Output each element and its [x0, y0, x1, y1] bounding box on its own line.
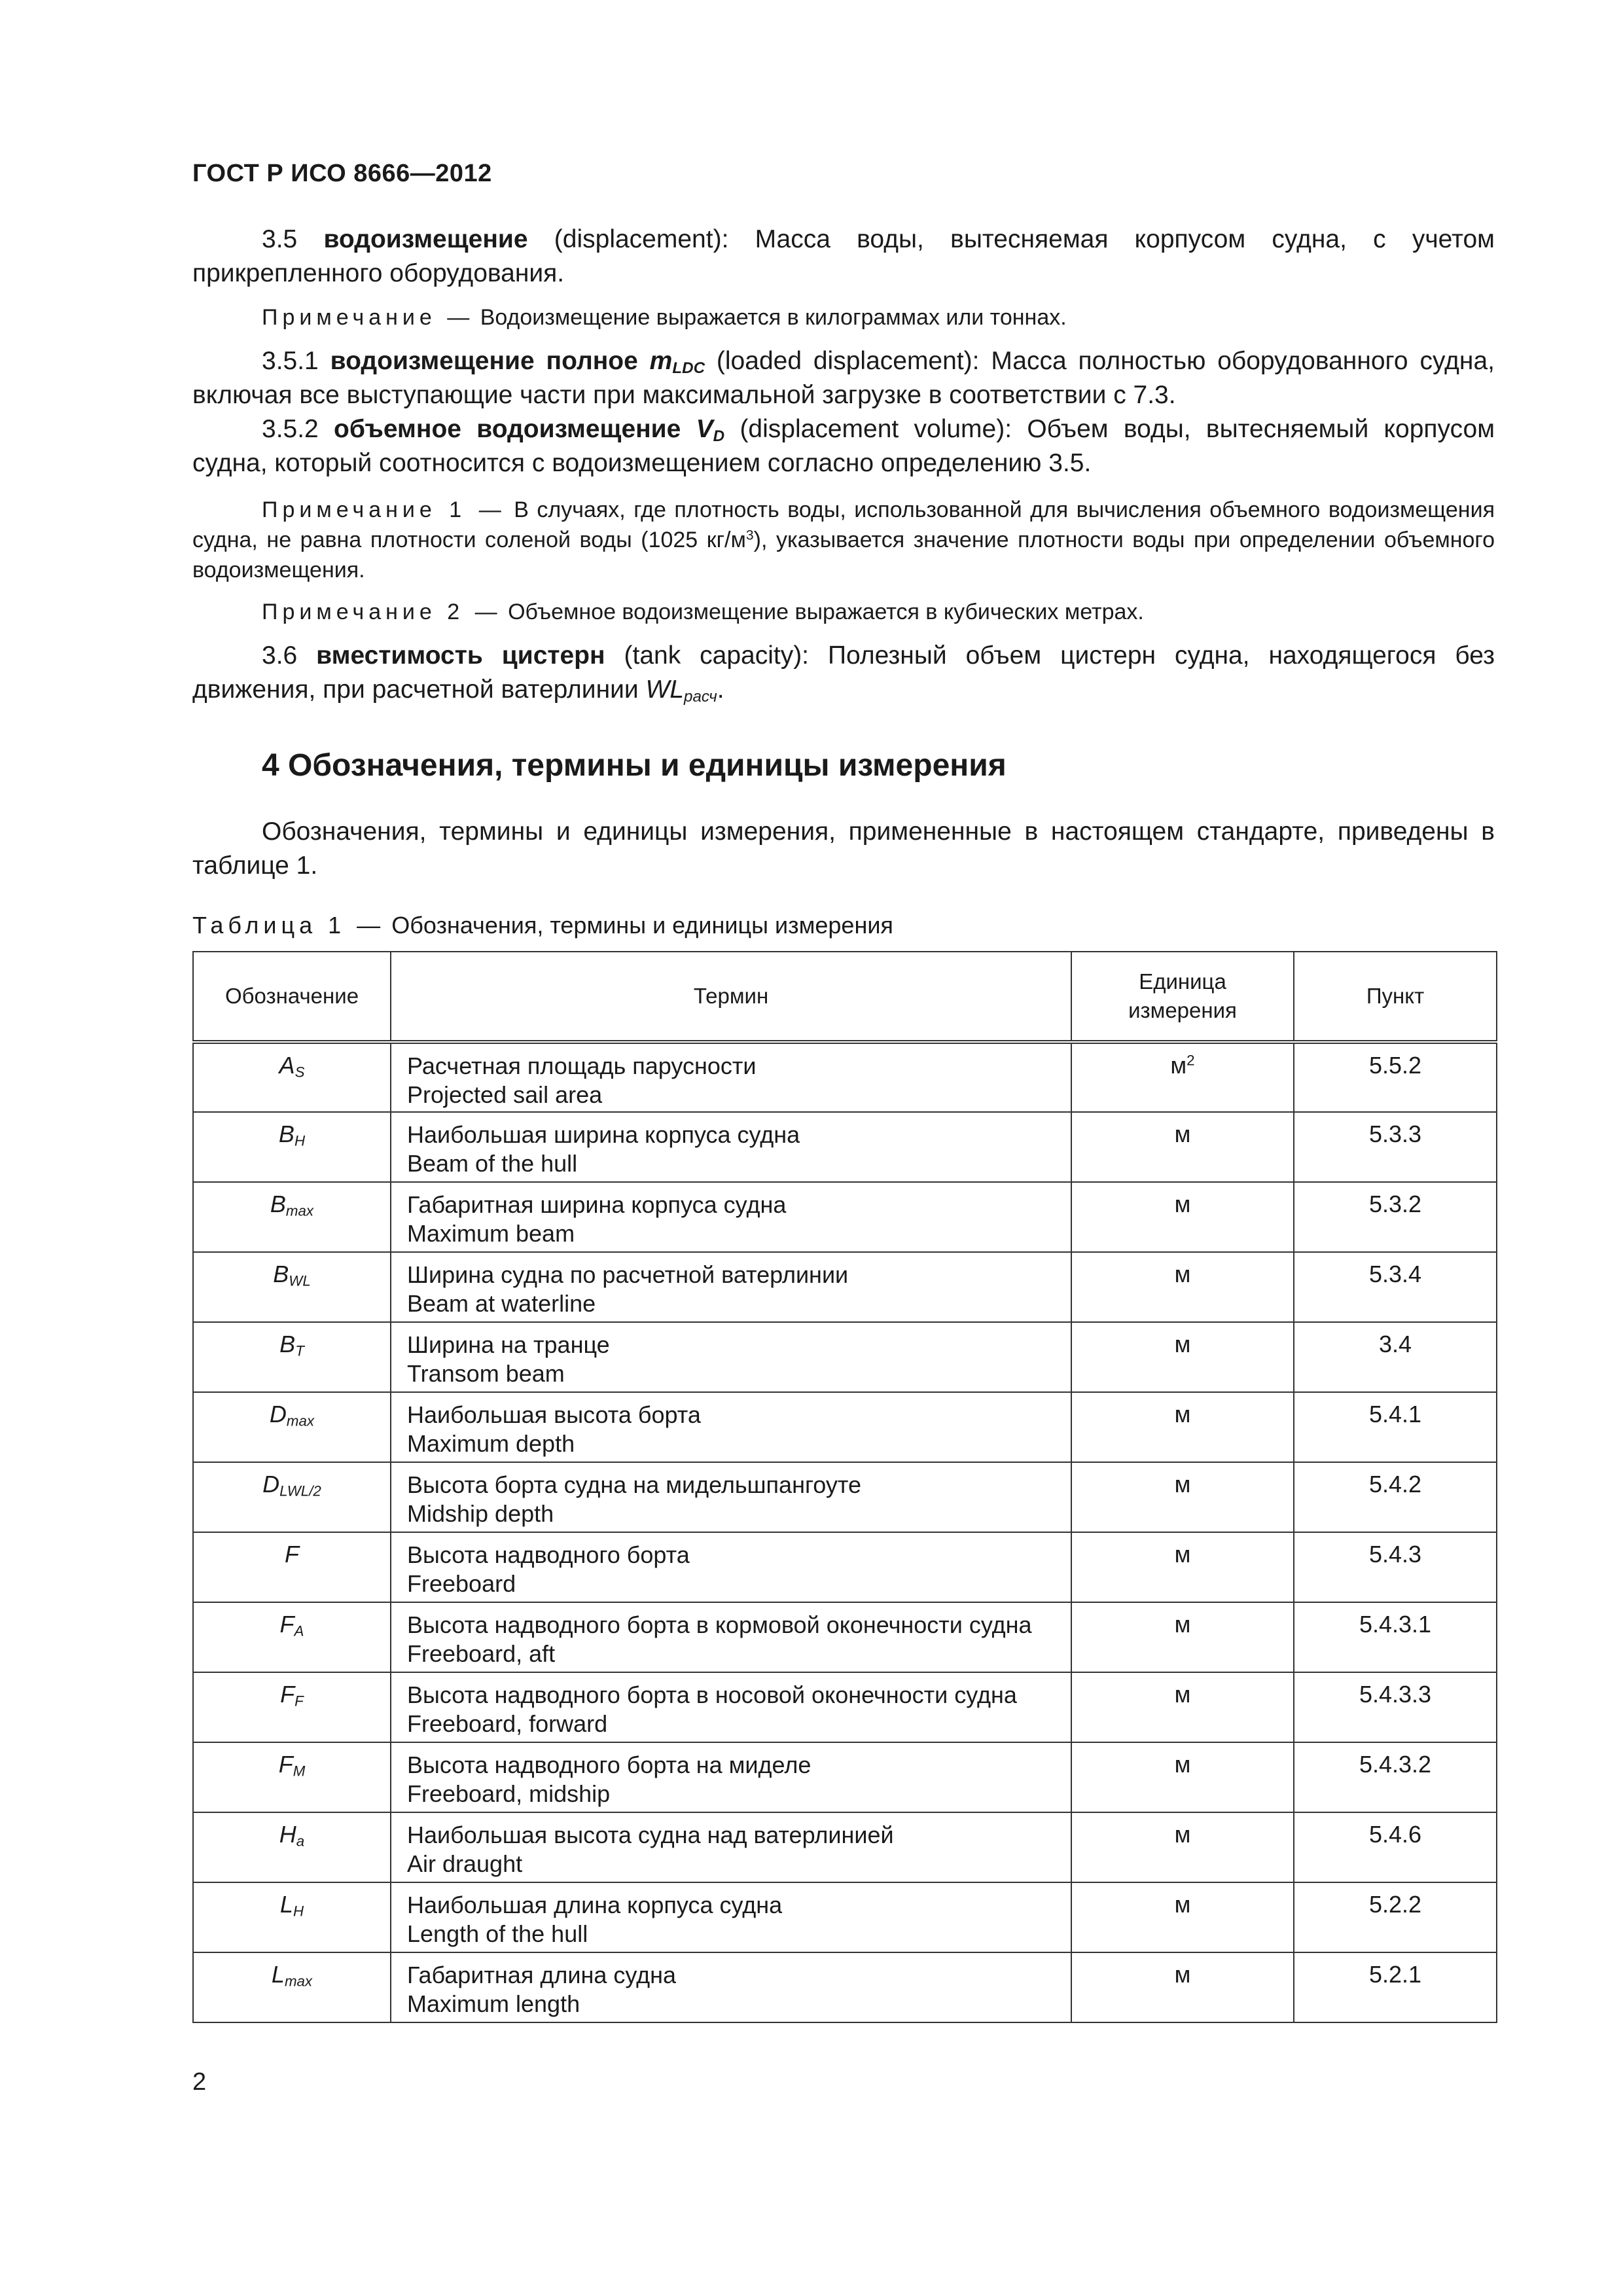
unit-cell: м	[1071, 1812, 1294, 1882]
term-en: Midship depth	[407, 1500, 554, 1527]
ref-cell: 5.4.6	[1294, 1812, 1497, 1882]
unit-cell: м	[1071, 1672, 1294, 1742]
symbols-table	[192, 951, 1497, 2023]
page-number: 2	[192, 2068, 207, 2096]
unit-cell: м	[1071, 1322, 1294, 1392]
term-cell	[391, 1392, 1071, 1462]
term-ru: Наибольшая длина корпуса судна	[407, 1892, 783, 1918]
term-cell	[391, 1532, 1071, 1602]
unit-cell: м	[1071, 1252, 1294, 1322]
term-cell	[391, 1672, 1071, 1742]
term-en: Freeboard, forward	[407, 1710, 608, 1737]
ref-cell: 5.3.2	[1294, 1182, 1497, 1252]
term-cell	[391, 1462, 1071, 1532]
section-title: 4 Обозначения, термины и единицы измерения	[262, 748, 1007, 783]
page-content	[192, 223, 1495, 2023]
symbol-cell: $F_F$	[193, 1672, 391, 1742]
term-ru: Расчетная площадь парусности	[407, 1052, 757, 1079]
unit-cell: м	[1071, 1182, 1294, 1252]
symbol-cell: $B_H$	[193, 1112, 391, 1182]
document-header: ГОСТ Р ИСО 8666—2012	[192, 160, 492, 187]
symbol-cell: $B_{max}$	[193, 1182, 391, 1252]
term-ru: Наибольшая высота борта	[407, 1401, 701, 1428]
term-ru: Высота надводного борта	[407, 1541, 690, 1568]
ref-cell: 3.4	[1294, 1322, 1497, 1392]
table-row	[193, 1952, 1497, 2022]
ref-cell: 5.4.1	[1294, 1392, 1497, 1462]
ref-cell: 5.2.2	[1294, 1882, 1497, 1952]
term-en: Transom beam	[407, 1360, 565, 1387]
ref-cell: 5.3.4	[1294, 1252, 1497, 1322]
term-ru: Высота надводного борта на миделе	[407, 1751, 812, 1778]
term-en: Maximum length	[407, 1990, 580, 2017]
column-header-ref: Пункт	[1294, 952, 1497, 1042]
term-ru: Высота надводного борта в кормовой оконечности судна	[407, 1611, 1032, 1638]
symbol-cell: $F_A$	[193, 1602, 391, 1672]
ref-cell: 5.4.3.3	[1294, 1672, 1497, 1742]
term-ru: Наибольшая высота судна над ватерлинией	[407, 1821, 894, 1848]
unit-cell: $м^2$	[1071, 1042, 1294, 1112]
table-row	[193, 1532, 1497, 1602]
term-en: Projected sail area	[407, 1081, 603, 1108]
symbol-cell: $L_{max}$	[193, 1952, 391, 2022]
term-cell	[391, 1182, 1071, 1252]
term: вместимость цистерн	[316, 641, 605, 670]
table-row	[193, 1182, 1497, 1252]
symbol-cell: $B_T$	[193, 1322, 391, 1392]
term-en: Beam of the hull	[407, 1150, 578, 1177]
term-en: Beam at waterline	[407, 1290, 596, 1317]
unit-cell: м	[1071, 1952, 1294, 2022]
unit-cell: м	[1071, 1462, 1294, 1532]
symbol: $WL_{расч}$	[645, 675, 717, 706]
term: водоизмещение	[323, 225, 528, 253]
unit-cell: м	[1071, 1602, 1294, 1672]
term-en: Freeboard	[407, 1570, 516, 1597]
term-en: Air draught	[407, 1850, 523, 1877]
symbol-cell: $L_H$	[193, 1882, 391, 1952]
ref-cell: 5.4.3.2	[1294, 1742, 1497, 1812]
definition-3-5-2: 3.5.2 объемное водоизмещение $V_D$ (displacement volume): Объем воды, вытесняемый корпусом судна, который соотносится с водоизмещением согласно определению 3.5.	[192, 415, 1495, 477]
section-intro: Обозначения, термины и единицы измерения, примененные в настоящем стандарте, приведены в таблице 1.	[192, 817, 1495, 880]
column-header-term: Термин	[391, 952, 1071, 1042]
table-row	[193, 1812, 1497, 1882]
unit-cell: м	[1071, 1112, 1294, 1182]
term-cell	[391, 1742, 1071, 1812]
term-ru: Ширина на транце	[407, 1331, 610, 1358]
term-ru: Габаритная ширина корпуса судна	[407, 1191, 787, 1218]
table-row	[193, 1462, 1497, 1532]
ref-cell: 5.3.3	[1294, 1112, 1497, 1182]
symbol-cell: F	[193, 1532, 391, 1602]
table-row	[193, 1882, 1497, 1952]
ref-cell: 5.4.2	[1294, 1462, 1497, 1532]
note: Примечание — Водоизмещение выражается в килограммах или тоннах.	[262, 305, 1067, 330]
term-ru: Габаритная длина судна	[407, 1962, 677, 1988]
term-cell	[391, 1112, 1071, 1182]
term-ru: Ширина судна по расчетной ватерлинии	[407, 1261, 849, 1288]
table-caption: Таблица 1 — Обозначения, термины и единицы измерения	[192, 912, 893, 939]
definition-3-6: 3.6 вместимость цистерн (tank capacity): Полезный объем цистерн судна, находящегося без движения, при расчетной ватерлинии $WL_{расч}$.	[192, 641, 1495, 706]
term-en: Length of the hull	[407, 1920, 588, 1947]
term-en: Maximum depth	[407, 1430, 575, 1457]
table-header-row	[193, 952, 1497, 1042]
unit-cell: м	[1071, 1532, 1294, 1602]
term-ru: Высота надводного борта в носовой оконечности судна	[407, 1681, 1017, 1708]
term-cell	[391, 1322, 1071, 1392]
term-en: Freeboard, midship	[407, 1780, 611, 1807]
ref-cell: 5.4.3	[1294, 1532, 1497, 1602]
table-row	[193, 1392, 1497, 1462]
note-2: Примечание 2 — Объемное водоизмещение выражается в кубических метрах.	[262, 600, 1144, 624]
term-cell	[391, 1882, 1071, 1952]
symbol-cell: $B_{WL}$	[193, 1252, 391, 1322]
unit-cell: м	[1071, 1882, 1294, 1952]
symbol: $V_D$	[696, 415, 725, 446]
column-header-unit: Единица измерения	[1071, 952, 1294, 1042]
table-row	[193, 1672, 1497, 1742]
table-row	[193, 1742, 1497, 1812]
term: объемное водоизмещение	[334, 415, 681, 443]
ref-cell: 5.2.1	[1294, 1952, 1497, 2022]
symbol-cell: $A_S$	[193, 1042, 391, 1112]
table-row	[193, 1252, 1497, 1322]
table-row	[193, 1112, 1497, 1182]
term-cell	[391, 1602, 1071, 1672]
definition-3-5-1: 3.5.1 водоизмещение полное $m_{LDC}$ (loaded displacement): Масса полностью оборудованного судна, включая все выступающие части при максимальной загрузке в соответствии с 7.3.	[192, 347, 1495, 409]
term-en: Freeboard, aft	[407, 1640, 556, 1667]
term-cell	[391, 1042, 1071, 1112]
symbol: $m_{LDC}$	[649, 347, 705, 378]
term-ru: Высота борта судна на мидельшпангоуте	[407, 1471, 862, 1498]
unit-cell: м	[1071, 1392, 1294, 1462]
term-en: Maximum beam	[407, 1220, 575, 1247]
term-cell	[391, 1252, 1071, 1322]
column-header-symbol: Обозначение	[193, 952, 391, 1042]
ref-cell: 5.4.3.1	[1294, 1602, 1497, 1672]
symbol-cell: $D_{max}$	[193, 1392, 391, 1462]
unit-cell: м	[1071, 1742, 1294, 1812]
symbol-cell: $D_{LWL/2}$	[193, 1462, 391, 1532]
table-body	[193, 1042, 1497, 2022]
table-row	[193, 1042, 1497, 1112]
table-row	[193, 1322, 1497, 1392]
definition-3-5: 3.5 водоизмещение (displacement): Масса воды, вытесняемая корпусом судна, с учетом прикрепленного оборудования.	[192, 225, 1495, 287]
symbol-cell: $F_M$	[193, 1742, 391, 1812]
term: водоизмещение полное	[330, 347, 638, 375]
table-row	[193, 1602, 1497, 1672]
term-cell	[391, 1952, 1071, 2022]
note-1: Примечание 1 — В случаях, где плотность воды, использованной для вычисления объемного водоизмещения судна, не равна плотности соленой воды (1025 $кг/м^3$), указывается значение плотности воды при определении объемного водоизмещения.	[192, 497, 1495, 583]
ref-cell: 5.5.2	[1294, 1042, 1497, 1112]
term-ru: Наибольшая ширина корпуса судна	[407, 1121, 800, 1148]
term-cell	[391, 1812, 1071, 1882]
symbol-cell: $H_a$	[193, 1812, 391, 1882]
